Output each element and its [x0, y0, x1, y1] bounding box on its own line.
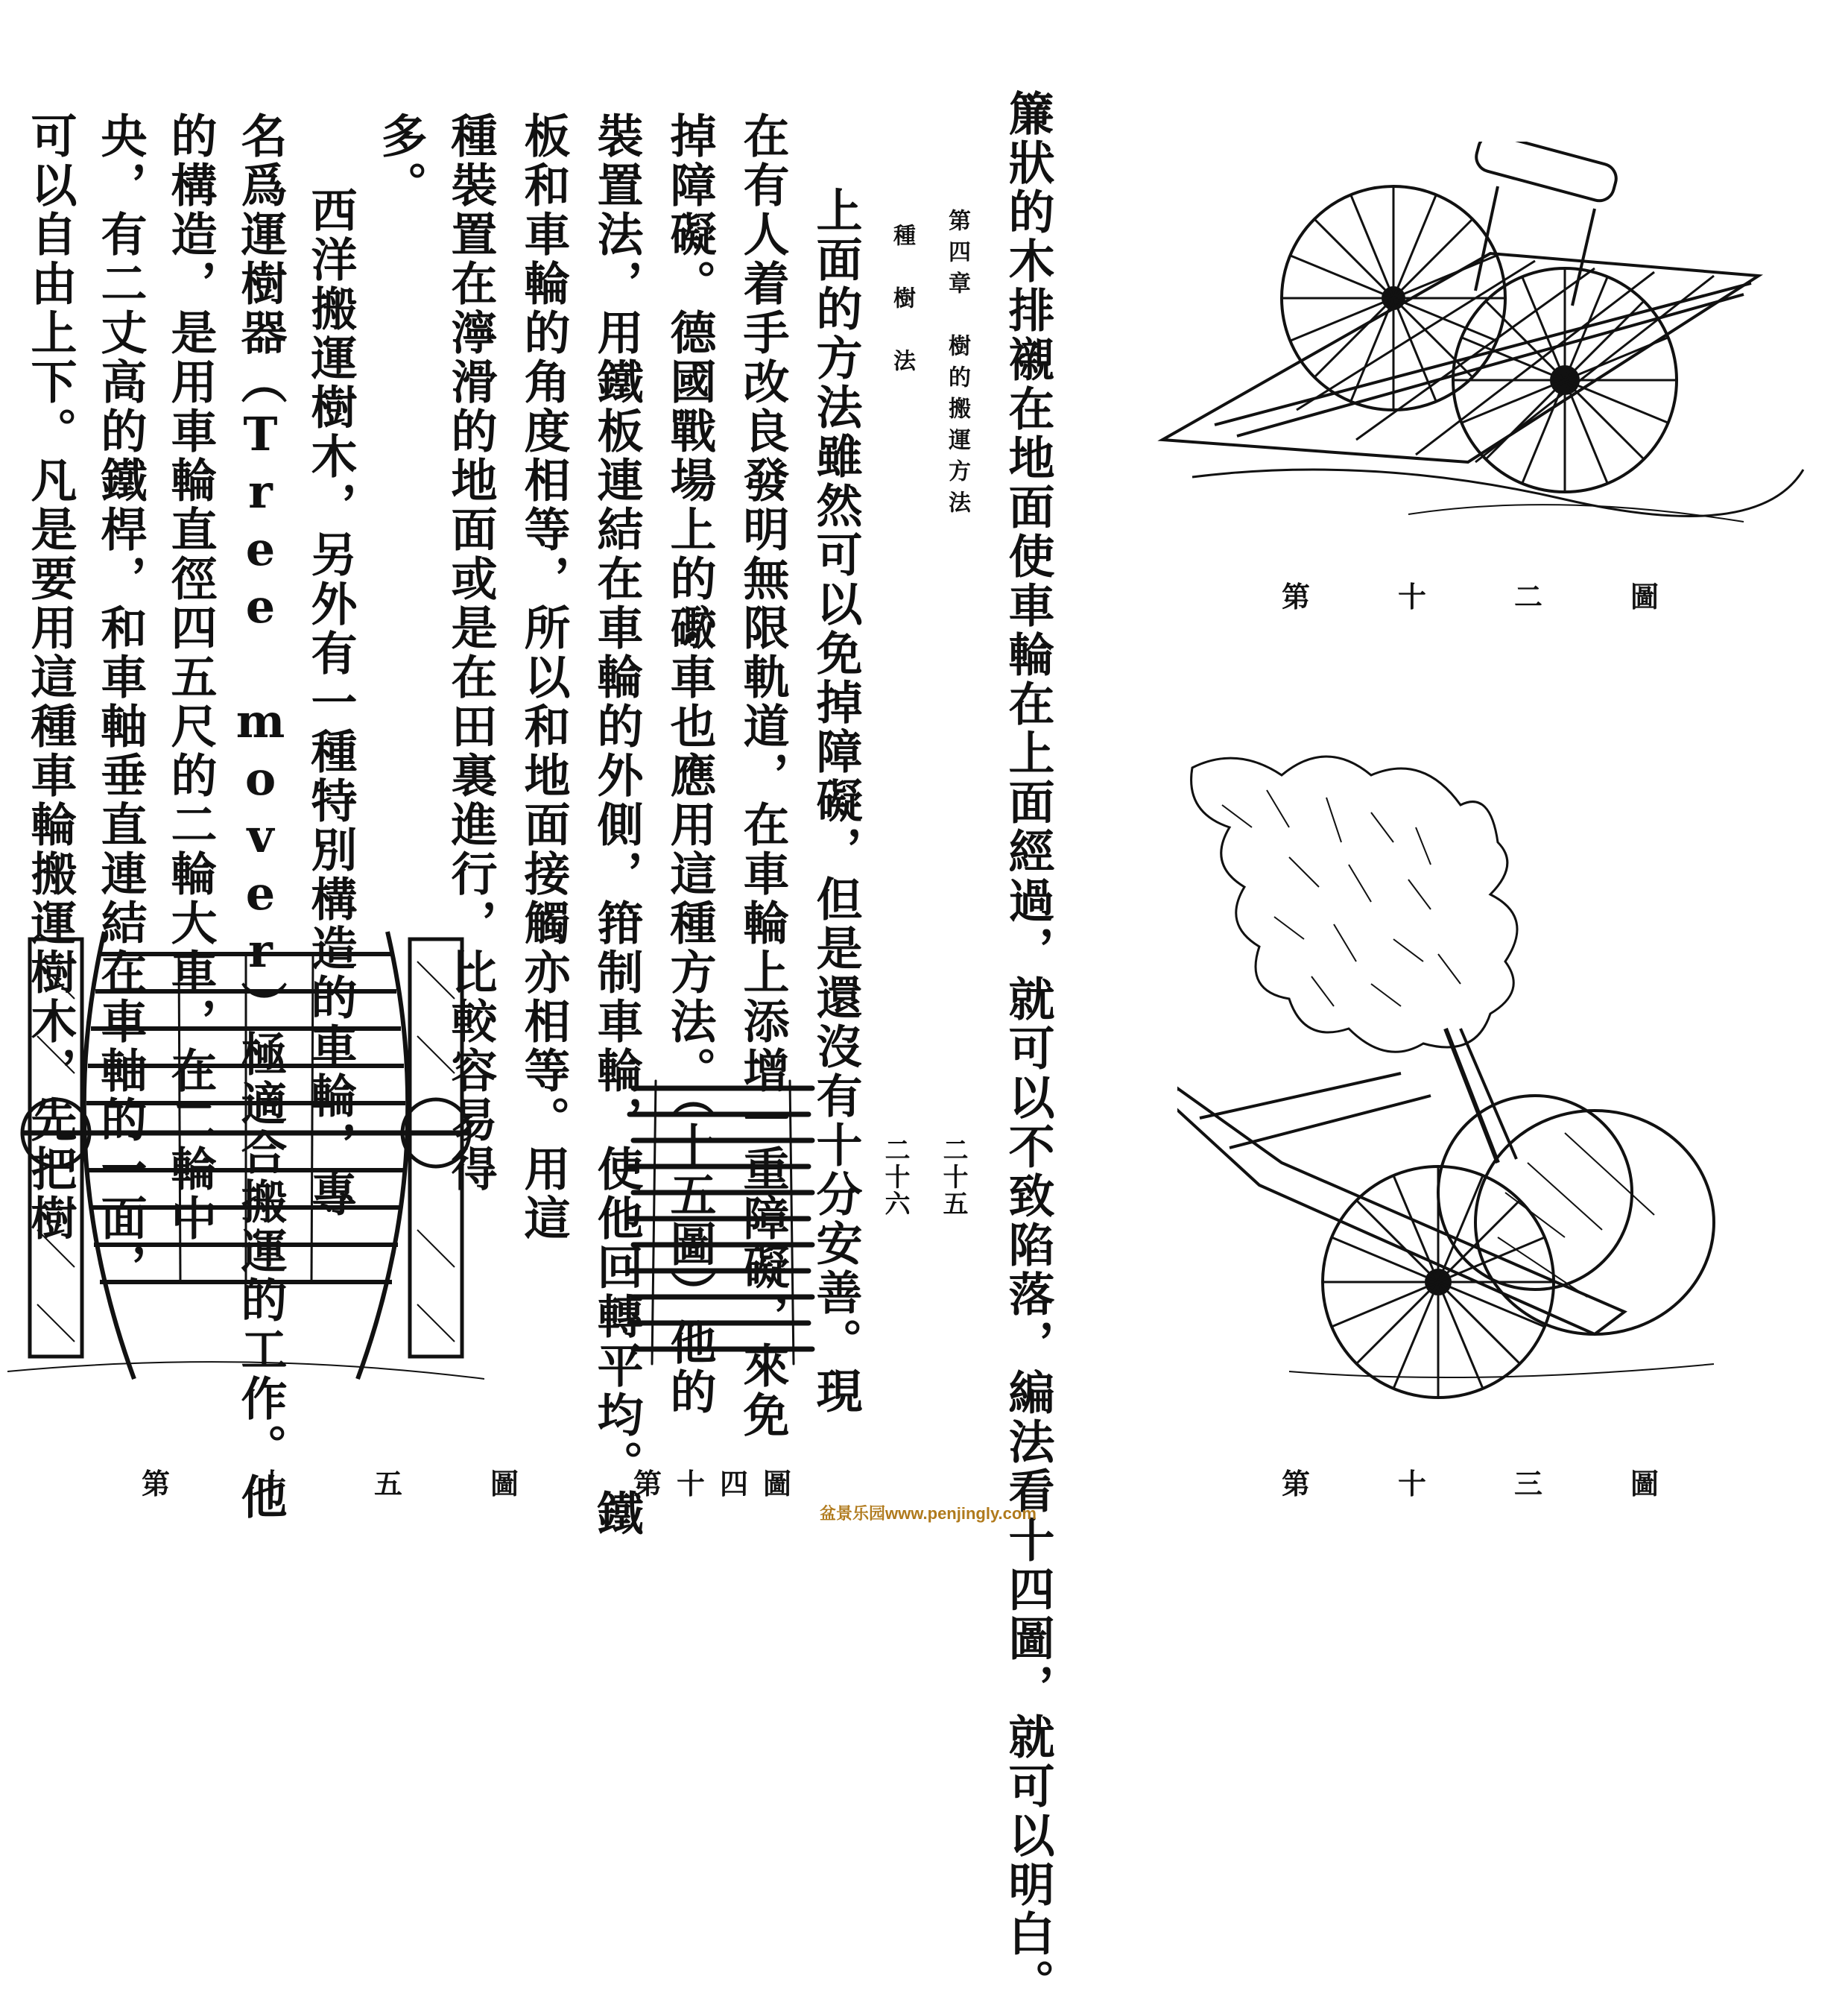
figure-15-caption: 第 十 五 圖: [142, 1467, 549, 1500]
text-column-9: 西洋搬運樹木，另外有一種特別構造的車輪，專: [303, 186, 358, 1219]
text-column-13: 可以自由上下。凡是要用這種車輪搬運樹木，先把樹: [23, 112, 77, 1243]
figure-14-wood-mat-illustration: [618, 1073, 827, 1371]
text-column-4: 掉障礙。德國戰場上的礮車也應用這種方法。（十五圖）他的: [662, 112, 717, 1417]
running-head-section: 種 樹 法: [889, 224, 915, 380]
text-column-2: 上面的方法雖然可以免掉障礙，但是還沒有十分安善。現: [808, 186, 863, 1416]
figure-12-cart-illustration: [1148, 142, 1818, 559]
text-column-5: 裝置法，用鐵板連結在車輪的外側，箝制車輪，使他回轉平均。鐵: [589, 112, 644, 1538]
text-column-3: 在有人着手改良發明無限軌道，在車輪上添增一重障礙，來免: [735, 112, 790, 1440]
page-number-26: 二十六: [880, 1137, 910, 1217]
page-number-25: 二十五: [938, 1137, 968, 1217]
running-head-chapter: 第四章 樹的搬運方法: [944, 209, 970, 522]
figure-13-tree-mover-illustration: [1177, 745, 1818, 1401]
text-column-10: 名爲運樹器（Tree mover）極適合搬運的工作。他: [233, 112, 288, 1522]
figure-15-tracked-wheel-illustration: [7, 917, 484, 1394]
figure-13-caption: 第 十 三 圖: [1282, 1467, 1689, 1500]
text-column-8: 多。: [373, 112, 428, 210]
text-column-7: 種裝置在濘滑的地面或是在田裏進行，比較容易得: [443, 112, 498, 1194]
figure-12-caption: 第 十 二 圖: [1282, 580, 1689, 613]
site-watermark: 盆景乐园www.penjingly.com: [820, 1504, 1037, 1523]
text-column-12: 央，有二丈高的鐵桿，和車軸垂直連結在車軸的一面，: [93, 112, 148, 1292]
text-column-1: 簾狀的木排襯在地面使車輪在上面經過，就可以不致陷落，編法看十四圖，就可以明白。: [1001, 89, 1055, 2008]
text-column-11: 的構造，是用車輪直徑四五尺的二輪大車，在二輪中: [163, 112, 218, 1243]
text-column-6: 板和車輪的角度相等，所以和地面接觸亦相等。用這: [516, 112, 571, 1243]
figure-14-caption: 第十四圖: [633, 1467, 807, 1500]
